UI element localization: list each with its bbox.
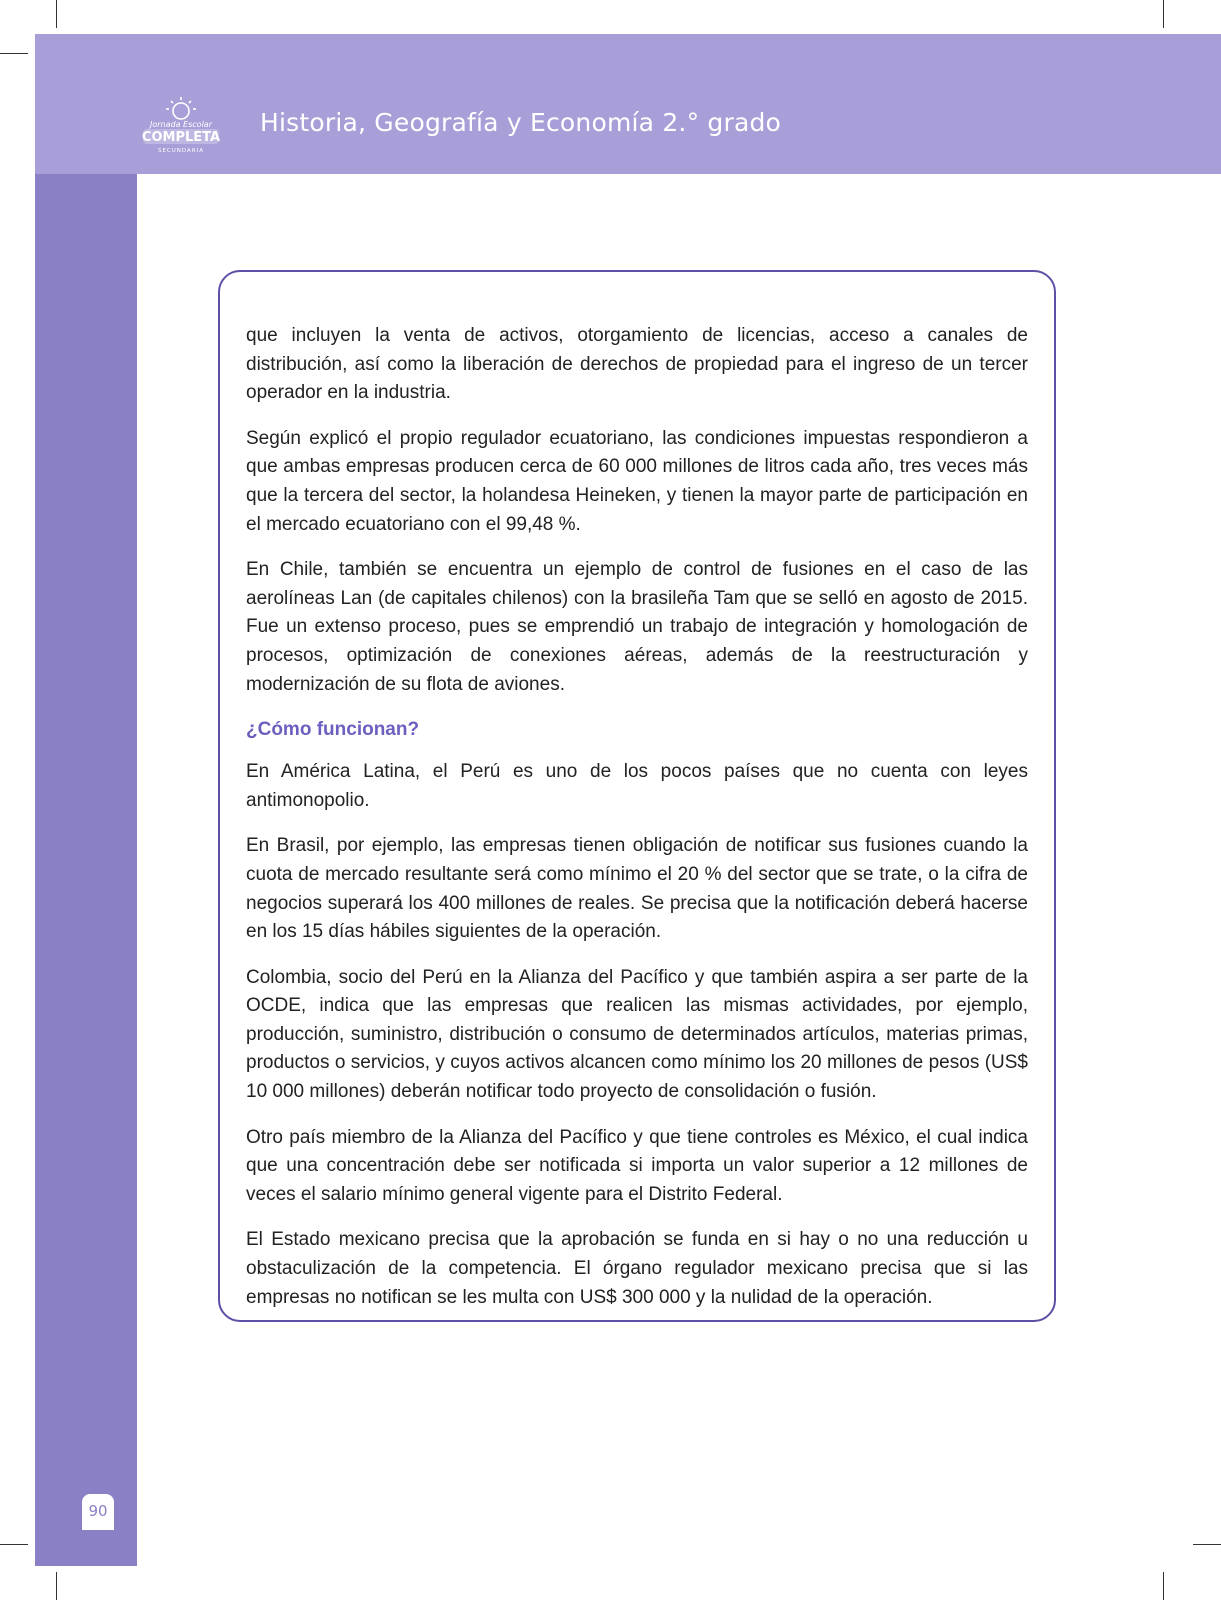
crop-mark <box>0 1544 28 1545</box>
crop-mark <box>0 53 28 54</box>
paragraph: que incluyen la venta de activos, otorgamiento de licencias, acceso a canales de distribución, así como la liberación de derechos de propiedad para el ingreso de un tercer operador en la industria. <box>246 325 1028 404</box>
crop-mark <box>1193 1544 1221 1545</box>
paragraph: Según explicó el propio regulador ecuatoriano, las condiciones impuestas respondieron a que ambas empresas producen cerca de 60 000 millones de litros cada año, tres veces más que la tercera del sector, la holandesa Heineken, y tienen la mayor parte de participación en el mercado ecuatoriano con el 99,48 %. <box>246 427 1028 535</box>
crop-mark <box>56 1572 57 1600</box>
section-subheading: ¿Cómo funcionan? <box>246 719 420 741</box>
logo-text-bottom: SECUNDARIA <box>157 148 205 154</box>
content-box <box>218 270 1056 1322</box>
logo-text-top: Jornada Escolar <box>150 120 212 129</box>
paragraph: En América Latina, el Perú es uno de los pocos países que no cuenta con leyes antimonopolio. <box>246 761 1028 811</box>
crop-mark <box>56 0 57 28</box>
paragraph: En Brasil, por ejemplo, las empresas tienen obligación de notificar sus fusiones cuando la cuota de mercado resultante será como mínimo el 20 % del sector que se trate, o la cifra de negocios superará los 400 millones de reales. Se precisa que la notificación deberá hacerse en los 15 días hábiles siguientes de la operación. <box>246 835 1028 943</box>
paragraph: El Estado mexicano precisa que la aprobación se funda en si hay o no una reducción u obstaculización de la competencia. El órgano regulador mexicano precisa que si las empresas no notifican se les multa con US$ 300 000 y la nulidad de la operación. <box>246 1229 1028 1308</box>
page-header-title: Historia, Geografía y Economía 2.° grado <box>260 108 782 137</box>
page-number: 90 <box>88 1502 108 1520</box>
school-logo <box>140 96 222 156</box>
paragraph: Otro país miembro de la Alianza del Pacífico y que tiene controles es México, el cual indica que una concentración debe ser notificada si importa un valor superior a 12 millones de veces el salario mínimo general vigente para el Distrito Federal. <box>246 1126 1028 1205</box>
paragraph: Colombia, socio del Perú en la Alianza del Pacífico y que también aspira a ser parte de la OCDE, indica que las empresas que realicen las mismas actividades, por ejemplo, producción, suministro, distribución o consumo de determinados artículos, materias primas, productos o servicios, y cuyos activos alcancen como mínimo los 20 millones de pesos (US$ 10 000 millones) deberán notificar todo proyecto de consolidación o fusión. <box>246 966 1028 1103</box>
crop-mark <box>1163 0 1164 28</box>
side-band <box>35 174 137 1566</box>
paragraph: En Chile, también se encuentra un ejemplo de control de fusiones en el caso de las aerolíneas Lan (de capitales chilenos) con la brasileña Tam que se selló en agosto de 2015. Fue un extenso proceso, pues se emprendió un trabajo de integración y homologación de procesos, optimización de conexiones aéreas, además de la reestructuración y modernización de su flota de aviones. <box>246 559 1028 695</box>
logo-text-main: COMPLETA <box>141 130 221 145</box>
crop-mark <box>1163 1572 1164 1600</box>
